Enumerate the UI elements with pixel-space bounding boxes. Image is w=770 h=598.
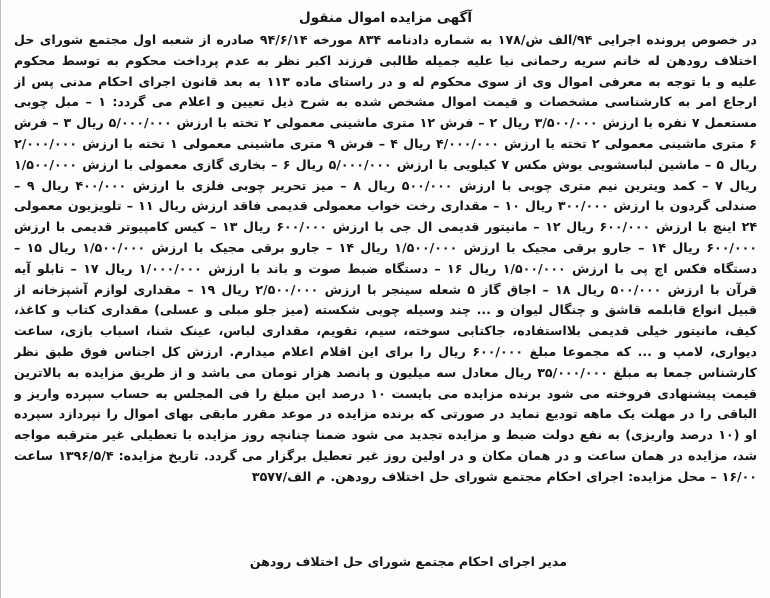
notice-signature: مدیر اجرای احکام مجتمع شورای حل اختلاف رودهن (249, 554, 567, 569)
notice-title: آگهی مزایده اموال منقول (299, 10, 472, 26)
notice-body: در خصوص پرونده اجرایی ۹۴/الف ش/۱۷۸ به شماره دادنامه ۸۳۴ مورخه ۹۴/۶/۱۴ صادره از شعبه اول مجتمع شورای حل اختلاف رودهن له خانم سریه رحمانی نیا علیه جمیله طالبی فرزند اکبر نظر به عدم پرداخت محکوم به توسط محکوم علیه و با توجه به معرفی اموال وی از سوی محکوم له و در راستای ماده ۱۱۳ به بعد قانون اجرای احکام مدنی پس از ارجاع امر به کارشناسی مشخصات و قیمت اموال مشخص شده به شرح ذیل تعیین و اعلام می گردد: ۱ – مبل چوبی مستعمل ۷ نفره با ارزش ۳/۵۰۰/۰۰۰ ریال ۲ – فرش ۱۲ متری ماشینی معمولی ۲ تخته با ارزش ۵/۰۰۰/۰۰۰ ریال ۳ – فرش ۶ متری ماشینی معمولی ۲ تخته با ارزش ۴/۰۰۰/۰۰۰ ریال ۴ – فرش ۹ متری ماشینی معمولی ۱ تخته با ارزش ۲/۰۰۰/۰۰۰ ریال ۵ – ماشین لباسشویی بوش مکس ۷ کیلویی با ارزش ۵/۰۰۰/۰۰۰ ریال ۶ – بخاری گازی معمولی با ارزش ۱/۵۰۰/۰۰۰ ریال ۷ – کمد ویترین نیم متری چوبی با ارزش ۵۰۰/۰۰۰ ریال ۸ – میز تحریر چوبی فلزی با ارزش ۴۰۰/۰۰۰ ریال ۹ – صندلی گردون با ارزش ۳۰۰/۰۰۰ ریال ۱۰ – مقداری رخت خواب معمولی قدیمی فاقد ارزش ریال ۱۱ – تلویزیون معمولی ۲۴ اینچ با ارزش ۶۰۰/۰۰۰ ریال ۱۲ – مانیتور قدیمی ال جی با ارزش ۶۰۰/۰۰۰ ریال ۱۳ – کیس کامپیوتر قدیمی با ارزش ۶۰۰/۰۰۰ ریال ۱۴ – جارو برقی مجیک با ارزش ۱/۵۰۰/۰۰۰ ریال ۱۴ – جارو برقی مجیک با ارزش ۱/۵۰۰/۰۰۰ ریال ۱۵ – دستگاه فکس اچ پی با ارزش ۱/۵۰۰/۰۰۰ ریال ۱۶ – دستگاه ضبط صوت و باند با ارزش ۱/۰۰۰/۰۰۰ ریال ۱۷ – تابلو آیه قرآن با ارزش ۵۰۰/۰۰۰ ریال ۱۸ – اجاق گاز ۵ شعله سینجر با ارزش ۲/۵۰۰/۰۰۰ ریال ۱۹ – مقداری لوازم آشپزخانه از قبیل انواع قابلمه قاشق و چنگال لیوان و ... چند وسیله چوبی شکسته (میز جلو مبلی و عسلی) مقداری کتاب و کاغذ، کیف، مانیتور خیلی قدیمی بلااستفاده، جاکتابی سوخته، سیم، تقویم، مقداری لباس، عینک شنا، اسباب بازی، ساعت دیواری، لامپ و ... که مجموعا مبلغ ۶۰۰/۰۰۰ ریال را برای این اقلام اعلام میدارم. ارزش کل اجناس فوق طبق نظر کارشناس جمعا به مبلغ ۳۵/۰۰۰/۰۰۰ ریال معادل سه میلیون و پانصد هزار تومان می باشد و از طریق مزایده به بالاترین قیمت پیشنهادی فروخته می شود برنده مزایده می بایست ۱۰ درصد این مبلغ را فی المجلس به حساب سپرده واریز و الباقی را در مهلت یک ماهه تودیع نماید در صورتی که برنده مزایده در موعد مقرر مابقی بهای اموال را نپردازد سپرده او (۱۰ درصد واریزی) به نفع دولت ضبط و مزایده تجدید می شود ضمنا چنانچه روز مزایده با تعطیلی غیر مترقبه مواجه شد، مزایده در همان ساعت و در همان مکان و در اولین روز غیر تعطیل برگزار می گردد. تاریخ مزایده: ۱۳۹۶/۵/۴ ساعت ۱۶/۰۰ – محل مزایده: اجرای احکام مجتمع شورای حل اختلاف رودهن. م الف/۳۵۷۷ (14, 32, 757, 484)
